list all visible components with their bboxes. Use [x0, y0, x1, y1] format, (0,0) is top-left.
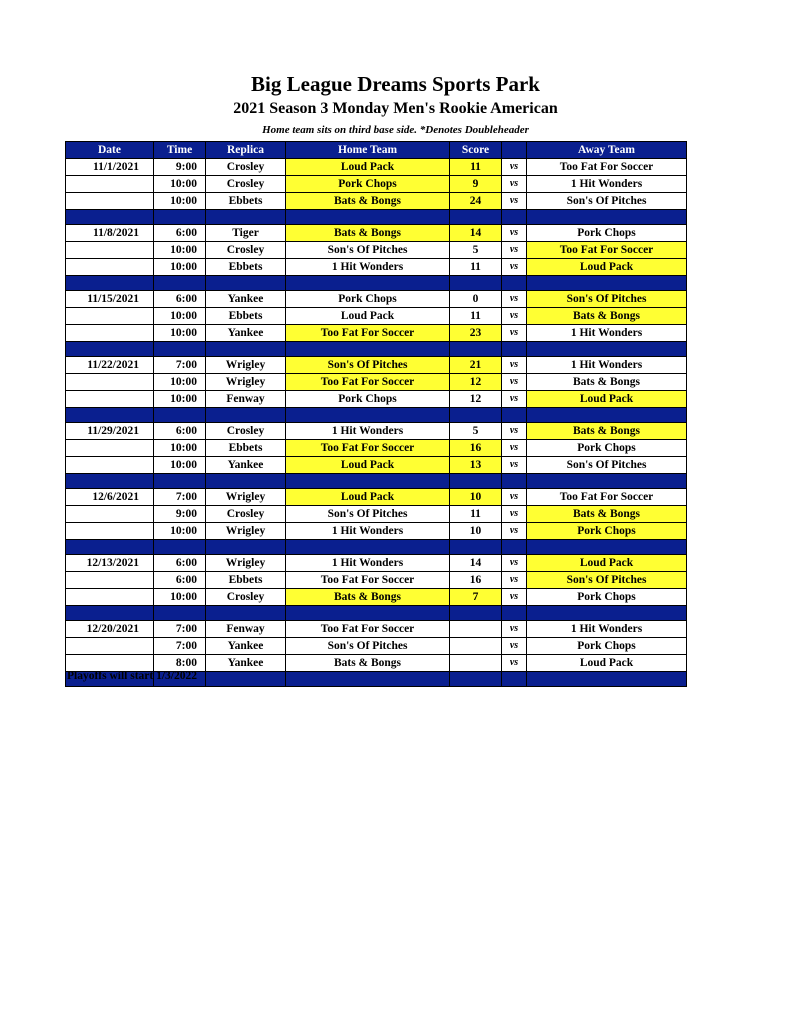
separator-cell	[286, 606, 450, 621]
schedule-body	[66, 159, 687, 687]
separator-cell	[66, 210, 154, 225]
game-score: 24	[450, 193, 502, 210]
away-team: Too Fat For Soccer	[527, 489, 687, 506]
game-score: 12	[450, 391, 502, 408]
table-row	[66, 176, 687, 193]
column-header-home-team: Home Team	[286, 142, 450, 159]
table-row	[66, 308, 687, 325]
game-score: 23	[450, 325, 502, 342]
separator-cell	[206, 276, 286, 291]
game-time: 7:00	[154, 489, 206, 506]
game-field: Crosley	[206, 589, 286, 606]
versus-label: vs	[502, 423, 527, 440]
table-row	[66, 621, 687, 638]
away-team: Son's Of Pitches	[527, 457, 687, 474]
column-header-replica: Replica	[206, 142, 286, 159]
table-row	[66, 159, 687, 176]
separator-cell	[450, 606, 502, 621]
week-separator-row	[66, 408, 687, 423]
table-row	[66, 242, 687, 259]
game-time: 10:00	[154, 391, 206, 408]
home-team: Loud Pack	[286, 308, 450, 325]
game-time: 10:00	[154, 457, 206, 474]
game-score: 7	[450, 589, 502, 606]
away-team: Pork Chops	[527, 440, 687, 457]
home-team: Loud Pack	[286, 457, 450, 474]
versus-label: vs	[502, 391, 527, 408]
game-score: 14	[450, 555, 502, 572]
separator-cell	[450, 342, 502, 357]
table-row	[66, 225, 687, 242]
separator-cell	[450, 276, 502, 291]
separator-cell	[502, 408, 527, 423]
away-team: 1 Hit Wonders	[527, 357, 687, 374]
game-score: 5	[450, 242, 502, 259]
versus-label: vs	[502, 357, 527, 374]
table-row	[66, 655, 687, 672]
game-score: 16	[450, 440, 502, 457]
column-header-vs	[502, 142, 527, 159]
game-field: Wrigley	[206, 523, 286, 540]
separator-cell	[66, 474, 154, 489]
away-team: Son's Of Pitches	[527, 572, 687, 589]
table-row	[66, 555, 687, 572]
table-row	[66, 423, 687, 440]
away-team: Loud Pack	[527, 655, 687, 672]
home-team: Bats & Bongs	[286, 225, 450, 242]
versus-label: vs	[502, 489, 527, 506]
separator-cell	[450, 672, 502, 687]
away-team: Bats & Bongs	[527, 374, 687, 391]
versus-label: vs	[502, 589, 527, 606]
separator-cell	[527, 474, 687, 489]
versus-label: vs	[502, 291, 527, 308]
versus-label: vs	[502, 621, 527, 638]
home-team: Son's Of Pitches	[286, 638, 450, 655]
versus-label: vs	[502, 655, 527, 672]
game-field: Wrigley	[206, 357, 286, 374]
game-field: Yankee	[206, 655, 286, 672]
table-header-row	[66, 142, 687, 159]
separator-cell	[502, 672, 527, 687]
table-row	[66, 374, 687, 391]
home-team: Loud Pack	[286, 159, 450, 176]
schedule-note: Home team sits on third base side. *Denotes Doubleheader	[262, 124, 529, 136]
separator-cell	[450, 408, 502, 423]
game-time: 10:00	[154, 308, 206, 325]
game-time: 9:00	[154, 506, 206, 523]
game-date: 12/6/2021	[66, 489, 154, 506]
game-field: Wrigley	[206, 555, 286, 572]
table-row	[66, 259, 687, 276]
table-row	[66, 193, 687, 210]
separator-cell	[527, 606, 687, 621]
game-field: Ebbets	[206, 308, 286, 325]
table-row	[66, 589, 687, 606]
separator-cell	[154, 210, 206, 225]
away-team: Pork Chops	[527, 523, 687, 540]
game-time: 6:00	[154, 572, 206, 589]
away-team: Son's Of Pitches	[527, 193, 687, 210]
game-score	[450, 655, 502, 672]
game-time: 6:00	[154, 423, 206, 440]
page-subtitle: 2021 Season 3 Monday Men's Rookie American	[233, 100, 558, 117]
game-date: 12/20/2021	[66, 621, 154, 638]
home-team: 1 Hit Wonders	[286, 259, 450, 276]
table-row	[66, 457, 687, 474]
game-score: 12	[450, 374, 502, 391]
separator-cell	[66, 540, 154, 555]
away-team: Pork Chops	[527, 638, 687, 655]
table-row	[66, 572, 687, 589]
game-date	[66, 325, 154, 342]
game-date	[66, 259, 154, 276]
versus-label: vs	[502, 308, 527, 325]
game-field: Crosley	[206, 506, 286, 523]
game-field: Crosley	[206, 176, 286, 193]
separator-cell	[450, 210, 502, 225]
home-team: 1 Hit Wonders	[286, 555, 450, 572]
separator-cell	[154, 606, 206, 621]
game-field: Ebbets	[206, 259, 286, 276]
game-time: 6:00	[154, 225, 206, 242]
versus-label: vs	[502, 440, 527, 457]
home-team: Too Fat For Soccer	[286, 374, 450, 391]
away-team: Too Fat For Soccer	[527, 242, 687, 259]
separator-cell	[286, 342, 450, 357]
game-field: Crosley	[206, 423, 286, 440]
separator-cell	[206, 474, 286, 489]
week-separator-row	[66, 276, 687, 291]
away-team: Loud Pack	[527, 555, 687, 572]
game-score: 16	[450, 572, 502, 589]
separator-cell	[154, 342, 206, 357]
game-time: 7:00	[154, 621, 206, 638]
game-score: 11	[450, 506, 502, 523]
game-time: 10:00	[154, 523, 206, 540]
separator-cell	[450, 540, 502, 555]
separator-cell	[154, 474, 206, 489]
home-team: Too Fat For Soccer	[286, 572, 450, 589]
home-team: Bats & Bongs	[286, 589, 450, 606]
away-team: 1 Hit Wonders	[527, 325, 687, 342]
separator-cell	[206, 540, 286, 555]
away-team: Too Fat For Soccer	[527, 159, 687, 176]
versus-label: vs	[502, 374, 527, 391]
game-field: Yankee	[206, 457, 286, 474]
column-header-time: Time	[154, 142, 206, 159]
game-score: 11	[450, 159, 502, 176]
table-row	[66, 489, 687, 506]
week-separator-row	[66, 474, 687, 489]
game-score: 0	[450, 291, 502, 308]
game-date: 11/29/2021	[66, 423, 154, 440]
game-field: Ebbets	[206, 193, 286, 210]
game-time: 10:00	[154, 325, 206, 342]
separator-cell	[527, 276, 687, 291]
column-header-date: Date	[66, 142, 154, 159]
game-field: Wrigley	[206, 374, 286, 391]
game-time: 10:00	[154, 440, 206, 457]
versus-label: vs	[502, 506, 527, 523]
table-row	[66, 291, 687, 308]
game-time: 7:00	[154, 357, 206, 374]
game-date	[66, 523, 154, 540]
home-team: 1 Hit Wonders	[286, 523, 450, 540]
separator-cell	[66, 408, 154, 423]
away-team: Bats & Bongs	[527, 423, 687, 440]
game-field: Ebbets	[206, 440, 286, 457]
separator-cell	[286, 672, 450, 687]
game-date: 11/8/2021	[66, 225, 154, 242]
versus-label: vs	[502, 225, 527, 242]
game-field: Yankee	[206, 325, 286, 342]
versus-label: vs	[502, 193, 527, 210]
game-time: 6:00	[154, 555, 206, 572]
separator-cell	[502, 474, 527, 489]
home-team: Pork Chops	[286, 176, 450, 193]
versus-label: vs	[502, 638, 527, 655]
column-header-score: Score	[450, 142, 502, 159]
home-team: Too Fat For Soccer	[286, 325, 450, 342]
week-separator-row	[66, 342, 687, 357]
game-date	[66, 572, 154, 589]
separator-cell	[527, 672, 687, 687]
versus-label: vs	[502, 325, 527, 342]
page-title: Big League Dreams Sports Park	[251, 72, 540, 96]
game-field: Yankee	[206, 638, 286, 655]
game-time: 10:00	[154, 242, 206, 259]
game-score: 5	[450, 423, 502, 440]
home-team: Too Fat For Soccer	[286, 621, 450, 638]
game-time: 10:00	[154, 589, 206, 606]
versus-label: vs	[502, 572, 527, 589]
separator-cell	[286, 474, 450, 489]
separator-cell	[206, 408, 286, 423]
game-score: 14	[450, 225, 502, 242]
playoffs-note: Playoffs will start 1/3/2022	[67, 670, 197, 682]
game-score: 11	[450, 308, 502, 325]
versus-label: vs	[502, 259, 527, 276]
versus-label: vs	[502, 523, 527, 540]
game-field: Crosley	[206, 242, 286, 259]
away-team: Pork Chops	[527, 225, 687, 242]
column-header-away-team: Away Team	[527, 142, 687, 159]
versus-label: vs	[502, 555, 527, 572]
game-field: Fenway	[206, 391, 286, 408]
week-separator-row	[66, 606, 687, 621]
separator-cell	[154, 408, 206, 423]
game-date	[66, 242, 154, 259]
separator-cell	[527, 408, 687, 423]
home-team: Bats & Bongs	[286, 655, 450, 672]
schedule-table	[65, 141, 687, 687]
separator-cell	[66, 342, 154, 357]
versus-label: vs	[502, 457, 527, 474]
game-date	[66, 655, 154, 672]
separator-cell	[206, 672, 286, 687]
game-date	[66, 176, 154, 193]
separator-cell	[502, 342, 527, 357]
separator-cell	[66, 276, 154, 291]
home-team: Pork Chops	[286, 291, 450, 308]
game-date	[66, 308, 154, 325]
week-separator-row	[66, 540, 687, 555]
game-time: 10:00	[154, 176, 206, 193]
game-date	[66, 391, 154, 408]
separator-cell	[154, 540, 206, 555]
separator-cell	[286, 408, 450, 423]
game-date	[66, 589, 154, 606]
game-date	[66, 193, 154, 210]
separator-cell	[502, 540, 527, 555]
separator-cell	[206, 342, 286, 357]
game-score	[450, 621, 502, 638]
versus-label: vs	[502, 176, 527, 193]
game-time: 10:00	[154, 374, 206, 391]
away-team: Son's Of Pitches	[527, 291, 687, 308]
game-date: 11/1/2021	[66, 159, 154, 176]
away-team: 1 Hit Wonders	[527, 176, 687, 193]
separator-cell	[502, 210, 527, 225]
game-score: 13	[450, 457, 502, 474]
home-team: Bats & Bongs	[286, 193, 450, 210]
game-field: Wrigley	[206, 489, 286, 506]
game-date: 12/13/2021	[66, 555, 154, 572]
game-time: 9:00	[154, 159, 206, 176]
game-field: Yankee	[206, 291, 286, 308]
game-date	[66, 440, 154, 457]
away-team: Bats & Bongs	[527, 308, 687, 325]
table-row	[66, 440, 687, 457]
table-row	[66, 506, 687, 523]
game-time: 10:00	[154, 259, 206, 276]
game-date: 11/15/2021	[66, 291, 154, 308]
away-team: Pork Chops	[527, 589, 687, 606]
game-date	[66, 457, 154, 474]
separator-cell	[66, 606, 154, 621]
home-team: Too Fat For Soccer	[286, 440, 450, 457]
game-score: 21	[450, 357, 502, 374]
game-time: 10:00	[154, 193, 206, 210]
home-team: Son's Of Pitches	[286, 506, 450, 523]
separator-cell	[527, 342, 687, 357]
game-score	[450, 638, 502, 655]
game-field: Tiger	[206, 225, 286, 242]
game-score: 11	[450, 259, 502, 276]
home-team: 1 Hit Wonders	[286, 423, 450, 440]
game-field: Crosley	[206, 159, 286, 176]
away-team: Loud Pack	[527, 259, 687, 276]
versus-label: vs	[502, 159, 527, 176]
game-date: 11/22/2021	[66, 357, 154, 374]
table-row	[66, 523, 687, 540]
game-date	[66, 374, 154, 391]
separator-cell	[206, 606, 286, 621]
game-score: 9	[450, 176, 502, 193]
table-row	[66, 325, 687, 342]
separator-cell	[206, 210, 286, 225]
game-field: Fenway	[206, 621, 286, 638]
game-score: 10	[450, 489, 502, 506]
game-field: Ebbets	[206, 572, 286, 589]
table-row	[66, 357, 687, 374]
separator-cell	[502, 606, 527, 621]
table-row	[66, 638, 687, 655]
home-team: Son's Of Pitches	[286, 242, 450, 259]
game-time: 6:00	[154, 291, 206, 308]
separator-cell	[286, 540, 450, 555]
game-date	[66, 638, 154, 655]
away-team: Bats & Bongs	[527, 506, 687, 523]
separator-cell	[286, 276, 450, 291]
game-date	[66, 506, 154, 523]
week-separator-row	[66, 210, 687, 225]
separator-cell	[527, 540, 687, 555]
separator-cell	[527, 210, 687, 225]
away-team: 1 Hit Wonders	[527, 621, 687, 638]
separator-cell	[450, 474, 502, 489]
home-team: Pork Chops	[286, 391, 450, 408]
separator-cell	[154, 276, 206, 291]
separator-cell	[502, 276, 527, 291]
game-score: 10	[450, 523, 502, 540]
home-team: Son's Of Pitches	[286, 357, 450, 374]
separator-cell	[286, 210, 450, 225]
home-team: Loud Pack	[286, 489, 450, 506]
game-time: 8:00	[154, 655, 206, 672]
away-team: Loud Pack	[527, 391, 687, 408]
versus-label: vs	[502, 242, 527, 259]
table-row	[66, 391, 687, 408]
game-time: 7:00	[154, 638, 206, 655]
